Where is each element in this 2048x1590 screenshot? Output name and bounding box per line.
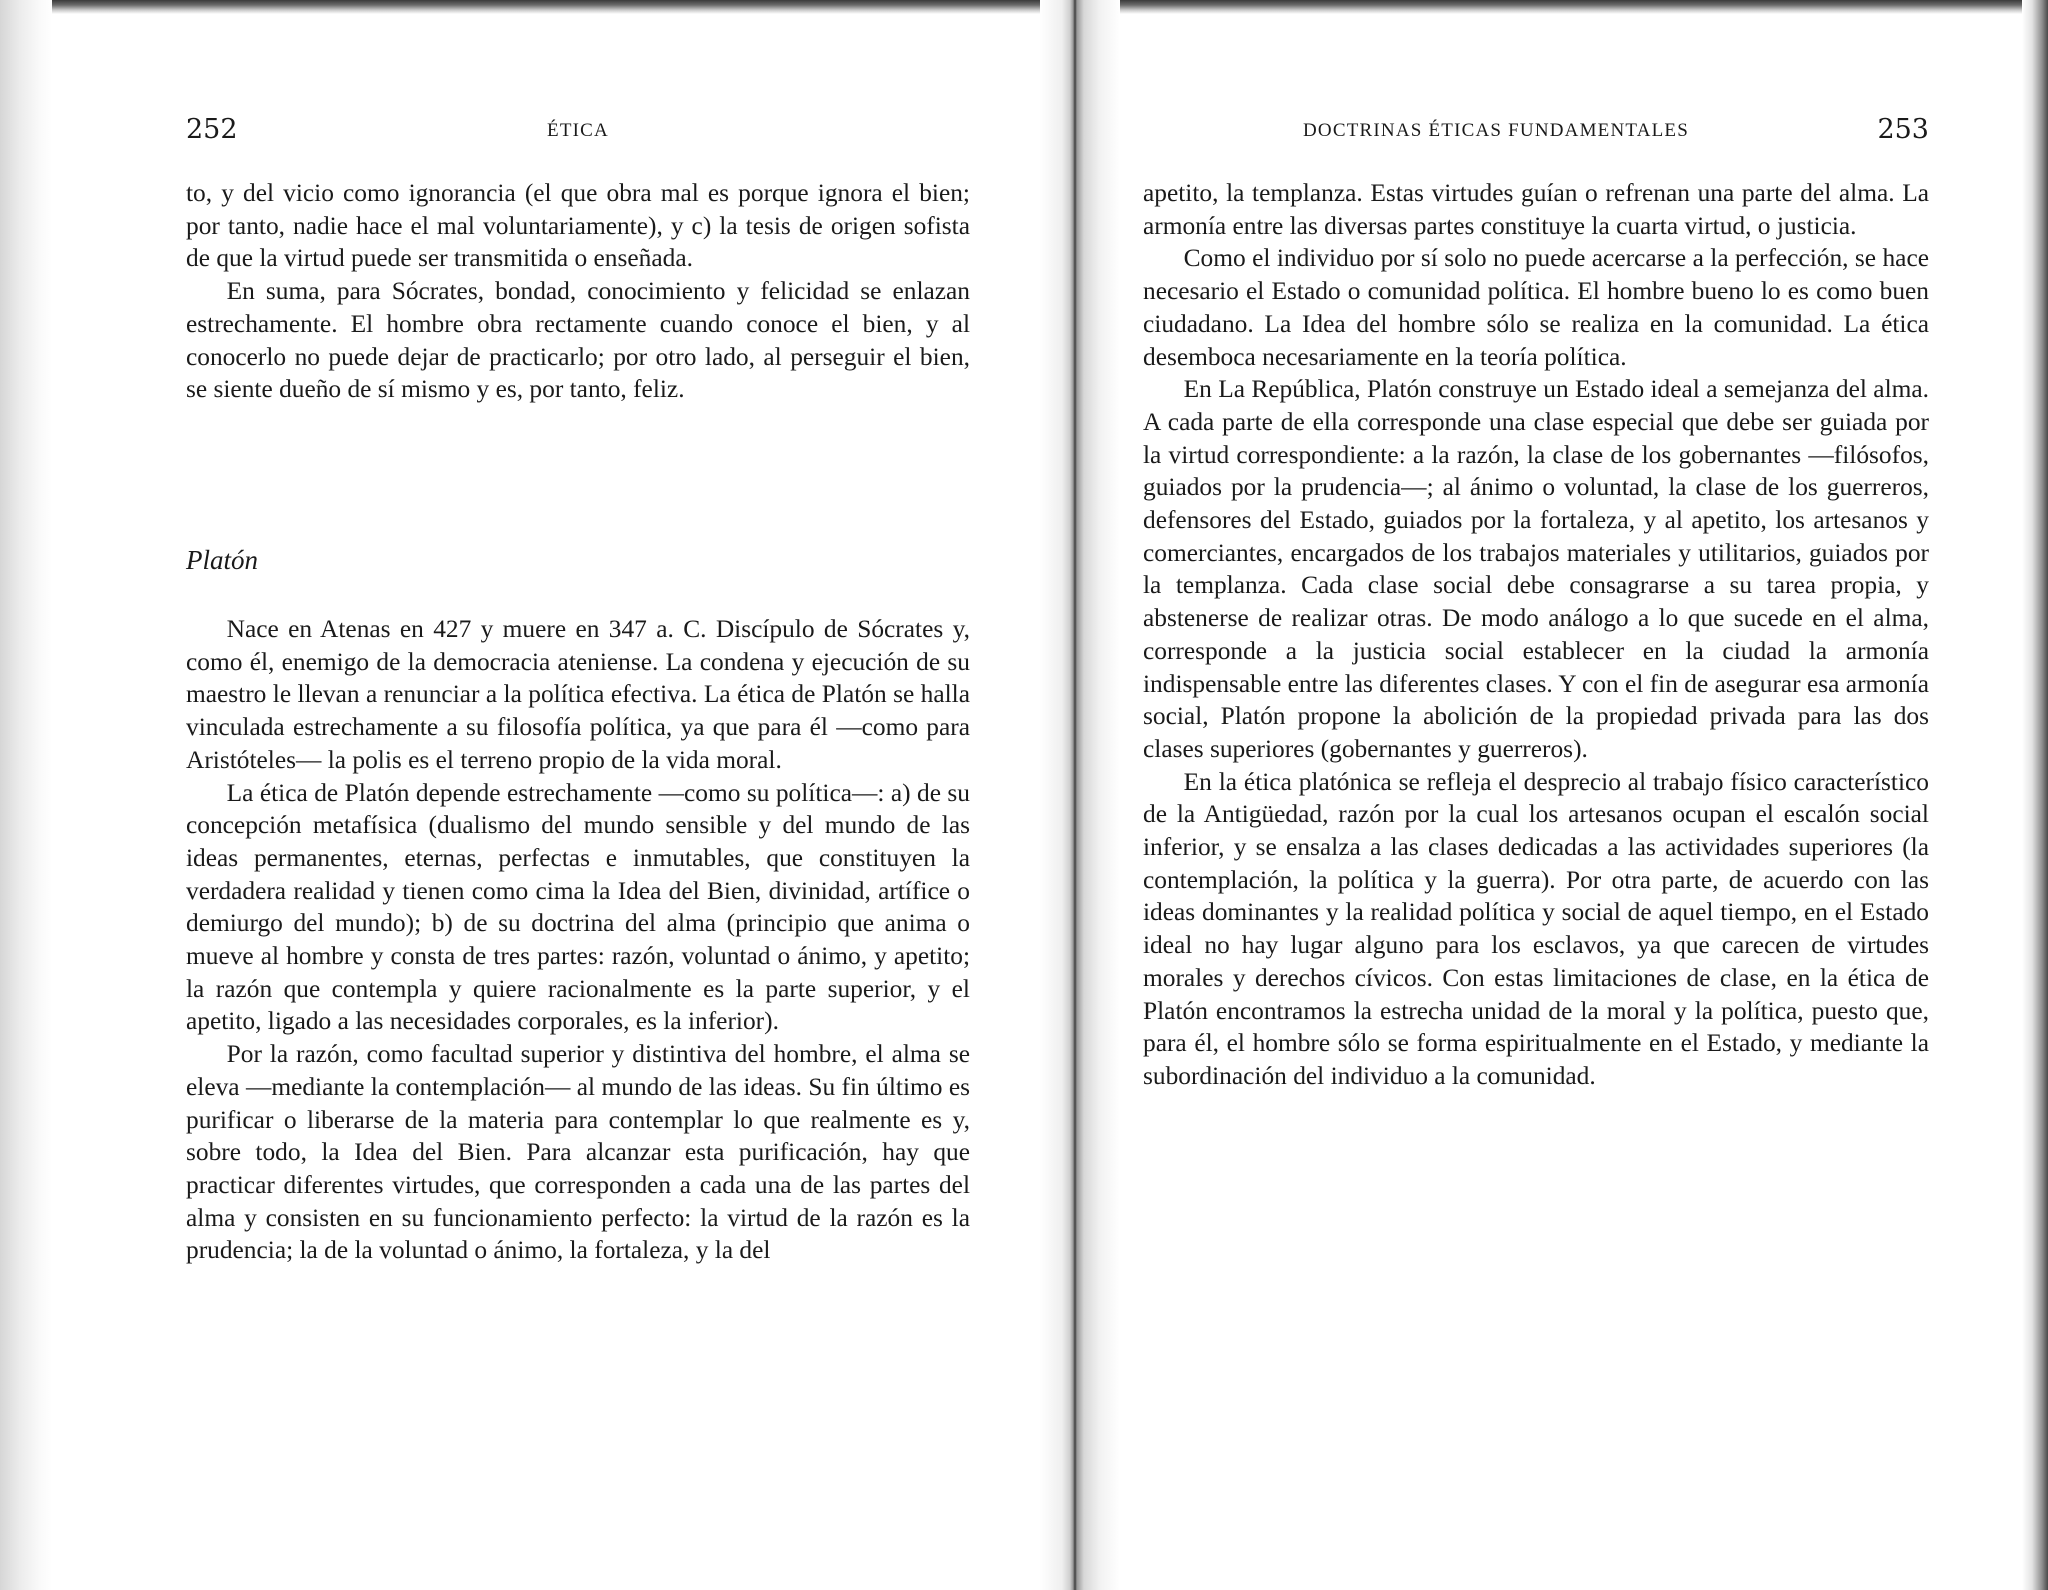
scan-left-edge [0,0,52,1590]
page-number-right: 253 [1877,114,1929,145]
section-heading: Platón [186,545,258,575]
scan-right-edge [2022,0,2048,1590]
right-page-text [1143,177,1929,1093]
running-head-right: DOCTRINAS ÉTICAS FUNDAMENTALES [1303,120,1689,141]
paragraph: La ética de Platón depende estrechamente —como su política—: a) de su concepción metafísica (dualismo del mundo sensible y del mundo de las ideas permanentes, eternas, perfectas e inmutables, que constituyen la verdadera realidad y tienen como cima la Idea del Bien, divinidad, artífice o demiurgo del mundo); b) de su doctrina del alma (principio que anima o mueve al hombre y consta de tres partes: razón, voluntad o ánimo, y apetito; la razón que contempla y quiere racionalmente es la parte superior, y el apetito, ligado a las necesidades corporales, es la inferior). [186,778,970,1036]
right-page-header [1143,114,1929,154]
paragraph: En la ética platónica se refleja el desprecio al trabajo físico característico de la Antigüedad, razón por la cual los artesanos ocupan el escalón social inferior, y se ensalza a las clases dedicadas a las actividades superiores (la contemplación, la política y la guerra). Por otra parte, de acuerdo con las ideas dominantes y la realidad política y social de aquel tiempo, en el Estado ideal no hay lugar alguno para los esclavos, ya que carecen de virtudes morales y derechos cívicos. Con estas limitaciones de clase, en la ética de Platón encontramos la estrecha unidad de la moral y la política, puesto que, para él, el hombre sólo se forma espiritualmente en el Estado, y mediante la subordinación del individuo a la comunidad. [1143,767,1929,1090]
left-page-bottom-text [186,613,970,1267]
left-page-header [186,114,970,154]
paragraph: Como el individuo por sí solo no puede acercarse a la perfección, se hace necesario el Estado o comunidad política. El hombre bueno lo es como buen ciudadano. La Idea del hombre sólo se realiza en la comunidad. La ética desemboca necesariamente en la teoría política. [1143,244,1929,371]
book-gutter [1040,0,1120,1590]
left-page-top-text [186,177,970,406]
paragraph: apetito, la templanza. Estas virtudes guían o refrenan una parte del alma. La armonía entre las diversas partes constituye la cuarta virtud, o justicia. [1143,179,1929,240]
paragraph: to, y del vicio como ignorancia (el que obra mal es porque ignora el bien; por tanto, nadie hace el mal voluntariamente), y c) la tesis de origen sofista de que la virtud puede ser transmitida o enseñada. [186,179,970,273]
left-page [186,0,970,1590]
paragraph: En suma, para Sócrates, bondad, conocimiento y felicidad se enlazan estrechamente. El hombre obra rectamente cuando conoce el bien, y al conocerlo no puede dejar de practicarlo; por otro lado, al perseguir el bien, se siente dueño de sí mismo y es, por tanto, feliz. [186,277,970,404]
paragraph: Nace en Atenas en 427 y muere en 347 a. C. Discípulo de Sócrates y, como él, enemigo de la democracia ateniense. La condena y ejecución de su maestro le llevan a renunciar a la política efectiva. La ética de Platón se halla vinculada estrechamente a su filosofía política, ya que para él —como para Aristóteles— la polis es el terreno propio de la vida moral. [186,615,970,774]
paragraph: Por la razón, como facultad superior y distintiva del hombre, el alma se eleva —mediante la contemplación— al mundo de las ideas. Su fin último es purificar o liberarse de la materia para contemplar lo que realmente es y, sobre todo, la Idea del Bien. Para alcanzar esta purificación, hay que practicar diferentes virtudes, que corresponden a cada una de las partes del alma y consisten en su funcionamiento perfecto: la virtud de la razón es la prudencia; la de la voluntad o ánimo, la fortaleza, y la del [186,1040,970,1265]
right-page [1143,0,1929,1590]
running-head-left: ÉTICA [547,120,609,141]
page-number-left: 252 [186,114,238,145]
paragraph: En La República, Platón construye un Estado ideal a semejanza del alma. A cada parte de ella corresponde una clase especial que debe ser guiada por la virtud correspondiente: a la razón, la clase de los gobernantes —filósofos, guiados por la prudencia—; al ánimo o voluntad, la clase de los guerreros, defensores del Estado, guiados por la fortaleza, y al apetito, los artesanos y comerciantes, encargados de los trabajos materiales y utilitarios, guiados por la templanza. Cada clase social debe consagrarse a su tarea propia, y abstenerse de realizar otras. De modo análogo a lo que sucede en el alma, corresponde a la justicia social establecer en la ciudad la armonía indispensable entre las diferentes clases. Y con el fin de asegurar esa armonía social, Platón propone la abolición de la propiedad privada para las dos clases superiores (gobernantes y guerreros). [1143,375,1929,763]
